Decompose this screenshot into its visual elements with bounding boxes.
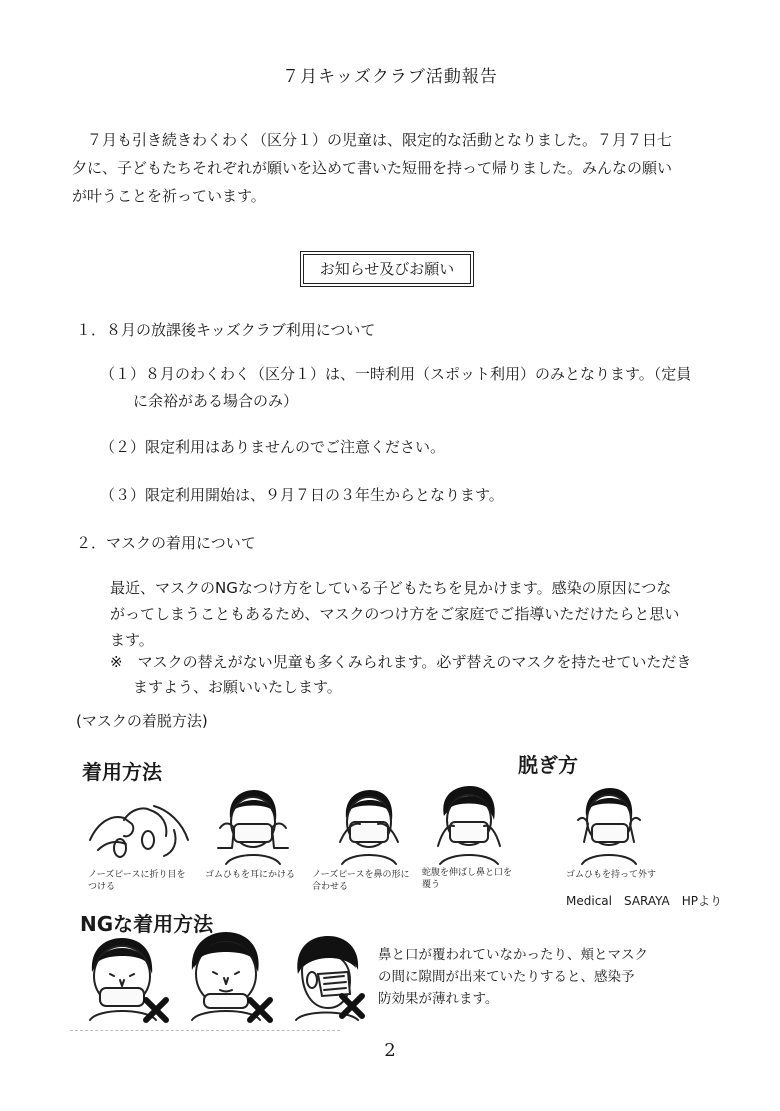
- ng-text-line-3: 防効果が薄れます。: [378, 991, 499, 1007]
- section2-heading: ２．マスクの着用について: [76, 534, 256, 552]
- step4-pleats-illustration: [428, 784, 508, 866]
- remove-heading: 脱ぎ方: [518, 753, 578, 777]
- mask-section-label: (マスクの着脱方法): [76, 712, 208, 730]
- section2-note-line-1: ※ マスクの替えがない児童も多くみられます。必ず替えのマスクを持たせていただき: [110, 653, 692, 671]
- step1-caption-line-2: つける: [88, 882, 116, 892]
- step4-caption-line-1: 蛇腹を伸ばし鼻と口を: [422, 868, 513, 878]
- step1-caption-line-1: ノーズピースに折り目を: [88, 870, 186, 880]
- intro-line-2: 夕に、子どもたちそれぞれが願いを込めて書いた短冊を持って帰りました。みんなの願い: [72, 159, 673, 177]
- section2-body-line-1: 最近、マスクのNGなつけ方をしている子どもたちを見かけます。感染の原因につな: [110, 579, 672, 597]
- step4-caption-line-2: 覆う: [422, 880, 441, 890]
- ng-heading: NGな着用方法: [80, 912, 214, 936]
- step2-ear-loop-illustration: [212, 788, 292, 866]
- scan-divider: [70, 1030, 340, 1031]
- section1-item-1-line-2: に余裕がある場合のみ）: [133, 392, 299, 410]
- notice-heading: お知らせ及びお願い: [303, 254, 471, 284]
- section1-item-1-line-1: （１）８月のわくわく（区分１）は、一時利用（スポット利用）のみとなります。（定員: [100, 365, 692, 383]
- step3-nose-fit-illustration: [328, 788, 408, 866]
- wear-heading: 着用方法: [82, 760, 162, 784]
- step3-caption-line-1: ノーズピースを鼻の形に: [312, 870, 410, 880]
- ng-mouth-exposed-illustration: [186, 930, 280, 1022]
- step1-hands-illustration: [84, 800, 194, 866]
- page-title: ７月キッズクラブ活動報告: [282, 67, 498, 87]
- section1-item-2: （２）限定利用はありませんのでご注意ください。: [100, 438, 446, 456]
- step5-remove-illustration: [568, 786, 648, 866]
- intro-line-3: が叶うことを祈っています。: [72, 187, 266, 205]
- ng-nose-exposed-illustration: [86, 936, 176, 1022]
- step2-caption: ゴムひもを耳にかける: [205, 870, 296, 880]
- section1-heading: １．８月の放課後キッズクラブ利用について: [76, 321, 376, 339]
- page-number: 2: [384, 1040, 396, 1061]
- section1-item-3: （３）限定利用開始は、９月７日の３年生からとなります。: [100, 486, 504, 504]
- section2-note-line-2: ますよう、お願いいたします。: [133, 678, 342, 696]
- ng-text-line-1: 鼻と口が覆われていなかったり、頬とマスク: [378, 947, 648, 963]
- step3-caption-line-2: 合わせる: [312, 882, 349, 892]
- intro-line-1: ７月も引き続きわくわく（区分１）の児童は、限定的な活動となりました。７月７日七: [87, 131, 673, 149]
- source-credit: Medical SARAYA HPより: [566, 894, 723, 908]
- section2-body-line-2: がってしまうこともあるため、マスクのつけ方をご家庭でご指導いただけたらと思い: [110, 605, 680, 623]
- section2-body-line-3: ます。: [110, 631, 154, 649]
- ng-cheek-gap-illustration: [288, 934, 378, 1022]
- ng-text-line-2: の間に隙間が出来ていたりすると、感染予: [378, 969, 635, 985]
- step5-caption: ゴムひもを持って外す: [566, 870, 657, 880]
